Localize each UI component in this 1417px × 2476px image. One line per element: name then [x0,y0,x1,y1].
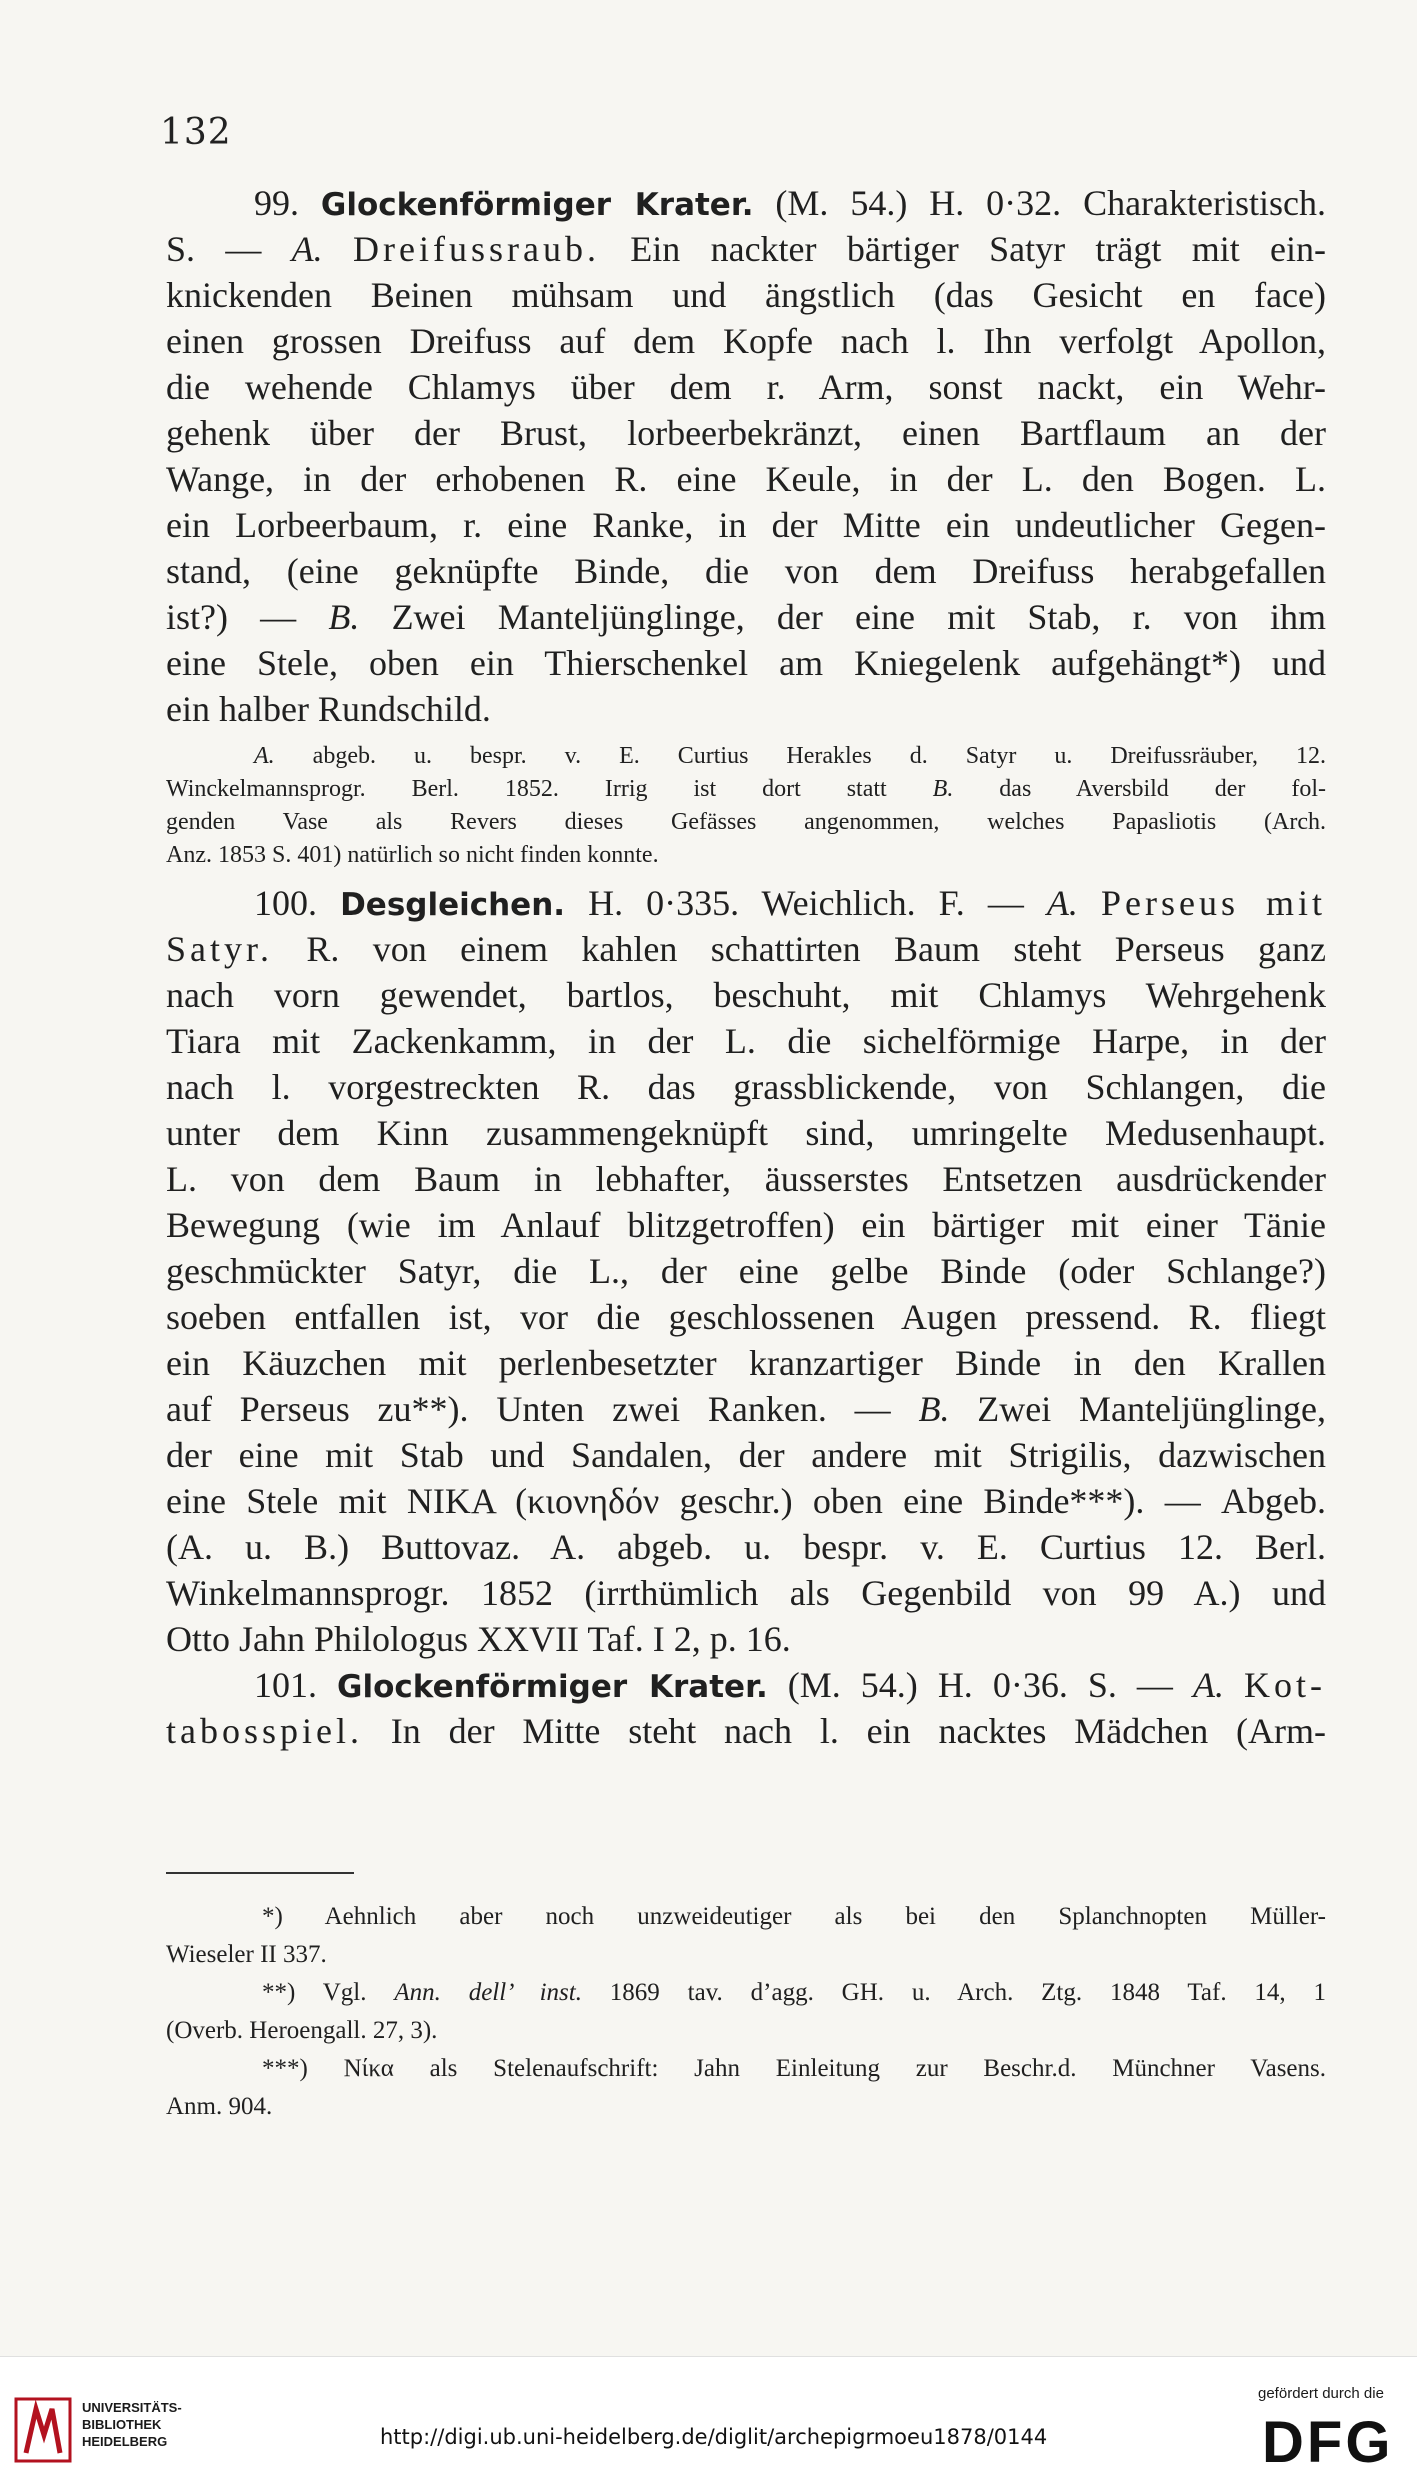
text-line: L. von dem Baum in lebhafter, äusserstes Entsetzen ausdrückender [166,1159,1326,1199]
footnote-line: Wieseler II 337. [166,1941,327,1968]
text-line: nach l. vorgestreckten R. das grassblickende, von Schlangen, die [166,1067,1326,1107]
text-line: nach vorn gewendet, bartlos, beschuht, mit Chlamys Wehrgehenk [166,975,1326,1015]
text-line: knickenden Beinen mühsam und ängstlich (das Gesicht en face) [166,275,1326,315]
text-line: soeben entfallen ist, vor die geschlossenen Augen pressend. R. fliegt [166,1297,1326,1337]
note-line: Winckelmannsprogr. Berl. 1852. Irrig ist dort statt B. das Aversbild der fol- [166,776,1326,802]
text-line: tabosspiel. In der Mitte steht nach l. ein nacktes Mädchen (Arm- [166,1711,1326,1751]
dfg-logo: DFG [1262,2410,1394,2475]
body-text [166,180,1326,1754]
footnote-line: Anm. 904. [166,2093,273,2120]
entry-99-title: Glockenförmiger Krater. [320,187,754,223]
footnote-line: *) Aehnlich aber noch unzweideutiger als bei den Splanchnopten Müller- [262,1903,1326,1930]
permalink-url[interactable]: http://digi.ub.uni-heidelberg.de/diglit/archepigrmoeu1878/0144 [380,2425,1048,2449]
note-line: genden Vase als Revers dieses Gefässes angenommen, welches Papasliotis (Arch. [166,809,1326,835]
funder-label: gefördert durch die [1258,2385,1384,2402]
text-line: Satyr. R. von einem kahlen schattirten Baum steht Perseus ganz [166,929,1326,969]
note-line: Anz. 1853 S. 401) natürlich so nicht finden konnte. [166,842,659,868]
text-line: stand, (eine geknüpfte Binde, die von dem Dreifuss herabgefallen [166,551,1326,591]
footnote-divider [166,1872,354,1874]
text-line: auf Perseus zu**). Unten zwei Ranken. — B. Zwei Manteljünglinge, [166,1389,1326,1429]
text-line: (A. u. B.) Buttovaz. A. abgeb. u. bespr. v. E. Curtius 12. Berl. [166,1527,1326,1567]
entry-99-heading-line: 99. Glockenförmiger Krater. (M. 54.) H. 0·32. Charakteristisch. [254,183,1326,223]
entry-99-reference-note [166,740,1326,872]
entry-101-heading-line: 101. Glockenförmiger Krater. (M. 54.) H. 0·36. S. — A. Kot- [254,1665,1326,1705]
note-line: A. abgeb. u. bespr. v. E. Curtius Herakles d. Satyr u. Dreifussräuber, 12. [254,743,1326,769]
text-line: ein Lorbeerbaum, r. eine Ranke, in der Mitte ein undeutlicher Gegen- [166,505,1326,545]
text-line: Tiara mit Zackenkamm, in der L. die sichelförmige Harpe, in der [166,1021,1326,1061]
entry-100-title: Desgleichen. [340,887,566,923]
text-line: eine Stele mit ΝΙΚΑ (κιονηδόν geschr.) oben eine Binde***). — Abgeb. [166,1481,1326,1521]
text-line: eine Stele, oben ein Thierschenkel am Kniegelenk aufgehängt*) und [166,643,1326,683]
footnote-line: (Overb. Heroengall. 27, 3). [166,2017,438,2044]
text-line: geschmückter Satyr, die L., der eine gelbe Binde (oder Schlange?) [166,1251,1326,1291]
text-line: ein halber Rundschild. [166,689,491,729]
university-library-name: UNIVERSITÄTS- BIBLIOTHEK HEIDELBERG [82,2400,182,2449]
entry-100-heading-line: 100. Desgleichen. H. 0·335. Weichlich. F. — A. Perseus mit [254,883,1326,923]
footnote-line: ***) Νίκα als Stelenaufschrift: Jahn Einleitung zur Beschr.d. Münchner Vasens. [262,2055,1326,2082]
text-line: ist?) — B. Zwei Manteljünglinge, der eine mit Stab, r. von ihm [166,597,1326,637]
text-line: Winkelmannsprogr. 1852 (irrthümlich als Gegenbild von 99 A.) und [166,1573,1326,1613]
text-line: ein Käuzchen mit perlenbesetzter kranzartiger Binde in den Krallen [166,1343,1326,1383]
digitization-footer [0,2356,1417,2475]
text-line: Wange, in der erhobenen R. eine Keule, in der L. den Bogen. L. [166,459,1326,499]
entry-101-title: Glockenförmiger Krater. [337,1669,768,1705]
text-line: einen grossen Dreifuss auf dem Kopfe nach l. Ihn verfolgt Apollon, [166,321,1326,361]
text-line: Otto Jahn Philologus XXVII Taf. I 2, p. 16. [166,1619,791,1659]
text-line: S. — A. Dreifussraub. Ein nackter bärtiger Satyr trägt mit ein- [166,229,1326,269]
text-line: Bewegung (wie im Anlauf blitzgetroffen) ein bärtiger mit einer Tänie [166,1205,1326,1245]
page-number: 132 [160,112,232,153]
university-library-logo-icon [14,2395,72,2465]
text-line: unter dem Kinn zusammengeknüpft sind, umringelte Medusenhaupt. [166,1113,1326,1153]
text-line: die wehende Chlamys über dem r. Arm, sonst nackt, ein Wehr- [166,367,1326,407]
footnotes [166,1898,1326,2126]
text-line: der eine mit Stab und Sandalen, der andere mit Strigilis, dazwischen [166,1435,1326,1475]
footnote-line: **) Vgl. Ann. dell’ inst. 1869 tav. d’agg. GH. u. Arch. Ztg. 1848 Taf. 14, 1 [262,1979,1326,2006]
text-line: gehenk über der Brust, lorbeerbekränzt, einen Bartflaum an der [166,413,1326,453]
